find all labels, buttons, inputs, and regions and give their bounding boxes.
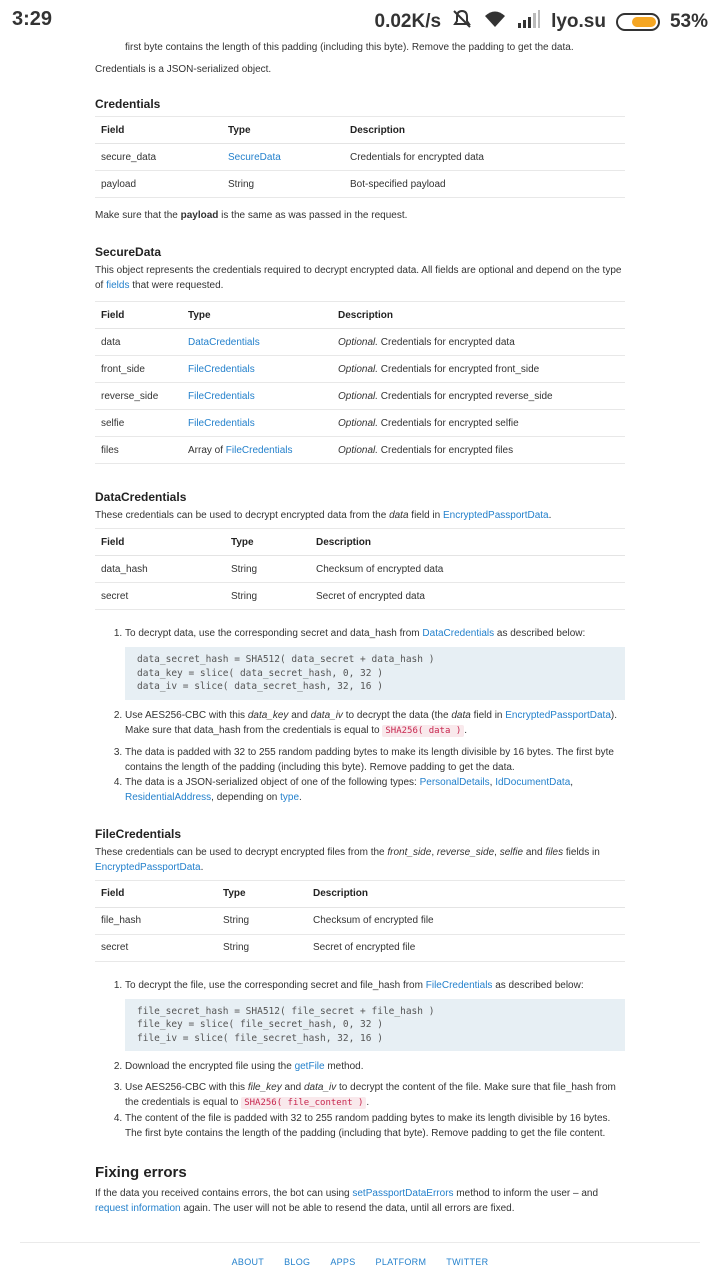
- type-link[interactable]: DataCredentials: [188, 336, 260, 348]
- type-link[interactable]: SecureData: [228, 151, 281, 163]
- top-text-line: first byte contains the length of this padding (including this byte). Remove the padding to get the data.: [125, 42, 574, 53]
- type-cell: String: [225, 556, 310, 583]
- status-time: 3:29: [12, 8, 53, 30]
- signal-icon: [517, 9, 541, 35]
- footer-link-apps[interactable]: APPS: [330, 1257, 356, 1267]
- table-header: Field: [95, 529, 225, 556]
- table-header: Type: [222, 117, 344, 144]
- table-header: Description: [310, 529, 625, 556]
- securedata-description: This object represents the credentials required to decrypt encrypted data. All fields are optional and depend on the type of fields that were requested.: [95, 265, 622, 291]
- type-link[interactable]: type: [280, 791, 300, 803]
- encryptedpassportdata-link[interactable]: EncryptedPassportData: [443, 510, 549, 521]
- section-title-credentials: Credentials: [95, 97, 161, 111]
- filecredentials-steps: [95, 978, 625, 1142]
- credentials-table: [95, 116, 625, 198]
- request-information-link[interactable]: request information: [95, 1203, 181, 1214]
- status-right: [375, 8, 708, 36]
- description-cell: Secret of encrypted data: [310, 583, 625, 610]
- field-cell: file_hash: [95, 907, 217, 934]
- field-cell: payload: [95, 171, 222, 198]
- table-row: [95, 410, 625, 437]
- table-header: Description: [344, 117, 625, 144]
- field-cell: front_side: [95, 356, 182, 383]
- doc-content: [95, 40, 625, 1216]
- table-row: [95, 383, 625, 410]
- table-row: [95, 144, 625, 171]
- battery-percent: 53%: [669, 11, 708, 32]
- filecredentials-table: [95, 880, 625, 962]
- footer-link-platform[interactable]: PLATFORM: [375, 1257, 427, 1267]
- table-row: files Array of FileCredentials Optional. Credentials for encrypted files: [95, 437, 625, 464]
- fields-link[interactable]: fields: [106, 280, 130, 291]
- list-item: 3. The data is padded with 32 to 255 random padding bytes to make its length divisible by 16 bytes. The first byte contains the length of the padding (including this byte). Remove padding to get the data.: [125, 745, 625, 775]
- datacredentials-steps: [95, 626, 625, 805]
- table-header: Type: [182, 302, 332, 329]
- list-item: 1. To decrypt data, use the corresponding secret and data_hash from DataCredentials as described below: data_secret_hash = SHA512( data_secret + data_hash ) data_key = slice( data_secret_hash, 0, 32 ) data_iv = slice( data_secret_hash, 32, 16 ): [125, 626, 625, 700]
- table-header: Description: [307, 880, 625, 907]
- list-item: 1. To decrypt the file, use the corresponding secret and file_hash from FileCredentials as described below: file_secret_hash = SHA512( file_secret + file_hash ) file_key = slice( file_secret_hash, 0, 32 ) file_iv = slice( file_secret_hash, 32, 16 ): [125, 978, 625, 1052]
- table-row: [95, 171, 625, 198]
- table-row: [95, 934, 625, 961]
- list-item: 4. The data is a JSON-serialized object of one of the following types: PersonalDetails, IdDocumentData, ResidentialAddress, depending on type.: [125, 775, 625, 805]
- iddocumentdata-link[interactable]: IdDocumentData: [495, 776, 571, 788]
- encryptedpassportdata-link[interactable]: EncryptedPassportData: [95, 861, 201, 873]
- type-cell: String: [217, 907, 307, 934]
- securedata-table: [95, 301, 625, 464]
- type-link[interactable]: FileCredentials: [188, 390, 255, 402]
- field-cell: secure_data: [95, 144, 222, 171]
- footer-link-about[interactable]: ABOUT: [231, 1257, 265, 1267]
- table-header: Field: [95, 117, 222, 144]
- description-cell: Checksum of encrypted data: [310, 556, 625, 583]
- datacredentials-table: [95, 528, 625, 610]
- status-bar: [0, 0, 720, 40]
- list-item: 2. Use AES256-CBC with this data_key and data_iv to decrypt the data (the data field in EncryptedPassportData). Make sure that data_hash from the credentials is equal to SHA256( data ) .: [125, 708, 625, 739]
- footer-nav: [20, 1257, 700, 1267]
- field-cell: selfie: [95, 410, 182, 437]
- description-cell: Bot-specified payload: [344, 171, 625, 198]
- description-cell: Optional. Credentials for encrypted front_side: [332, 356, 625, 383]
- list-item: 4. The content of the file is padded with 32 to 255 random padding bytes to make its length divisible by 16 bytes. The first byte contains the length of the padding (including that byte). Remove padding to get the file content.: [125, 1111, 625, 1141]
- code-block: data_secret_hash = SHA512( data_secret + data_hash ) data_key = slice( data_secret_hash, 0, 32 ) data_iv = slice( data_secret_hash, 32, 16 ): [125, 647, 625, 700]
- type-cell: String: [222, 171, 344, 198]
- table-header: Description: [332, 302, 625, 329]
- battery-icon: [616, 13, 660, 31]
- description-cell: Checksum of encrypted file: [307, 907, 625, 934]
- datacredentials-description: These credentials can be used to decrypt encrypted data from the data field in EncryptedPassportData.: [95, 510, 552, 521]
- field-cell: files: [95, 437, 182, 464]
- datacredentials-link[interactable]: DataCredentials: [422, 628, 495, 639]
- encryptedpassportdata-link[interactable]: EncryptedPassportData: [505, 709, 611, 721]
- mute-icon: [451, 8, 473, 36]
- table-header: Field: [95, 302, 182, 329]
- type-cell: String: [217, 934, 307, 961]
- field-cell: data_hash: [95, 556, 225, 583]
- type-link[interactable]: FileCredentials: [225, 444, 293, 456]
- description-cell: Optional. Credentials for encrypted selfie: [332, 410, 625, 437]
- section-title-datacredentials: DataCredentials: [95, 490, 187, 504]
- type-link[interactable]: FileCredentials: [188, 417, 255, 429]
- section-title-securedata: SecureData: [95, 245, 162, 259]
- field-cell: secret: [95, 934, 217, 961]
- wifi-icon: [483, 9, 507, 35]
- footer-link-blog[interactable]: BLOG: [284, 1257, 311, 1267]
- inline-code: SHA256( file_content ): [241, 1097, 366, 1109]
- table-row: [95, 583, 625, 610]
- top-text-line: Credentials is a JSON-serialized object.: [95, 64, 272, 75]
- description-cell: Optional. Credentials for encrypted data: [332, 329, 625, 356]
- table-row: [95, 356, 625, 383]
- network-speed: 0.02K/s: [374, 11, 442, 32]
- carrier-name: lyo.su: [551, 11, 606, 32]
- list-item: 3. Use AES256-CBC with this file_key and data_iv to decrypt the content of the file. Make sure that file_hash from the credentials is equal to SHA256( file_content ) .: [125, 1080, 625, 1111]
- table-row: [95, 329, 625, 356]
- description-cell: Optional. Credentials for encrypted reverse_side: [332, 383, 625, 410]
- fixing-errors-text: If the data you received contains errors, the bot can using setPassportDataErrors method to inform the user – and request information again. The user will not be able to resend the data, until all errors are fixed.: [95, 1188, 599, 1214]
- table-row: [95, 556, 625, 583]
- setpassportdataerrors-link[interactable]: setPassportDataErrors: [352, 1188, 454, 1199]
- section-title-fixing-errors: Fixing errors: [95, 1164, 187, 1181]
- getfile-link[interactable]: getFile: [294, 1061, 325, 1072]
- list-item: 2. Download the encrypted file using the getFile method.: [125, 1059, 625, 1074]
- field-cell: secret: [95, 583, 225, 610]
- personaldetails-link[interactable]: PersonalDetails: [419, 776, 490, 788]
- table-header: Field: [95, 880, 217, 907]
- filecredentials-description: These credentials can be used to decrypt encrypted files from the front_side, reverse_side, selfie and files fields in EncryptedPassportData.: [95, 846, 600, 873]
- description-cell: Optional. Credentials for encrypted files: [332, 437, 625, 464]
- footer: [20, 1242, 700, 1267]
- type-link[interactable]: FileCredentials: [188, 363, 255, 375]
- description-cell: Secret of encrypted file: [307, 934, 625, 961]
- filecredentials-link[interactable]: FileCredentials: [425, 979, 493, 991]
- description-cell: Credentials for encrypted data: [344, 144, 625, 171]
- field-cell: data: [95, 329, 182, 356]
- credentials-note: Make sure that the payload is the same as was passed in the request.: [95, 210, 408, 221]
- residentialaddress-link[interactable]: ResidentialAddress: [125, 791, 212, 803]
- field-cell: reverse_side: [95, 383, 182, 410]
- code-block: file_secret_hash = SHA512( file_secret + file_hash ) file_key = slice( file_secret_hash, 0, 32 ) file_iv = slice( file_secret_hash, 32, 16 ): [125, 999, 625, 1052]
- type-cell: String: [225, 583, 310, 610]
- section-title-filecredentials: FileCredentials: [95, 826, 182, 841]
- table-header: Type: [225, 529, 310, 556]
- table-row: [95, 907, 625, 934]
- table-header: Type: [217, 880, 307, 907]
- footer-link-twitter[interactable]: TWITTER: [446, 1257, 489, 1267]
- inline-code: SHA256( data ): [382, 725, 464, 737]
